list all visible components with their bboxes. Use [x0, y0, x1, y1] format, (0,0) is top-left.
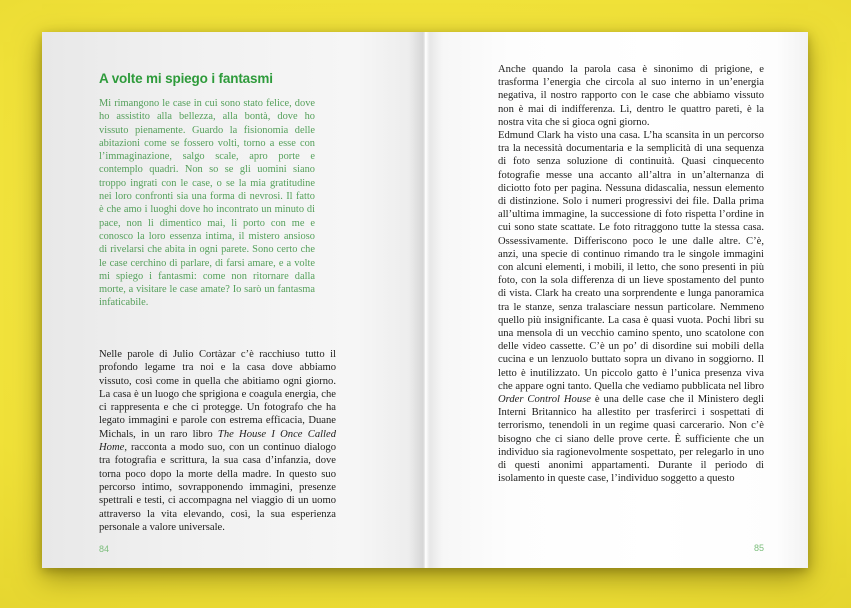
left-body-paragraph [99, 348, 336, 534]
italic-book-title-clark: Order Control House [498, 394, 591, 406]
left-body-run-before: Nelle parole di Julio Cortàzar c’è racchiuso tutto il profondo legame tra noi e la casa dove abbiamo vissuto, così come in quella che abitiamo ogni giorno. La casa è un luogo che sprigiona e coagula energia, che ci rappresenta e che ci protegge. Un fotografo che ha legato immagini e parole con estrema efficacia, Duane Michals, in un raro libro [99, 349, 336, 440]
left-page [42, 32, 425, 568]
page-number-right: 85 [753, 543, 764, 553]
right-paragraph-1: Anche quando la parola casa è sinonimo di prigione, e trasforma l’energia che circola al suo interno in un’energia negativa, il nostro rapporto con le case che abbiamo vissuto non è mai di indifferenza. Lì, dentro le quattro pareti, è la nostra vita che si gioca ogni giorno. [498, 64, 764, 128]
page-number-left: 84 [99, 544, 110, 554]
right-text-column [498, 63, 764, 486]
italic-book-title-michals: The House I Once Called Home [99, 428, 336, 454]
right-page [425, 32, 808, 568]
chapter-heading: A volte mi spiego i fantasmi [99, 71, 273, 87]
right-paragraph-2 [498, 129, 764, 485]
right-body-run-before: Edmund Clark ha visto una casa. L’ha scansita in un percorso tra la necessità documentaria e la semplicità di una sequenza di foto senza soluzione di continuità. Quasi cinquecento fotografie messe una accanto all’altra in un’alternanza di diciotto foto per pagina. Nessuna didascalia, nessun elemento di distinzione. Solo i numeri progressivi dei file. Dalla prima all’ultima immagine, la successione di foto rispetta l’ordine in cui sono state scattate. Le foto ritraggono tutte la stessa casa. Ossessivamente. Differiscono poco le une dalle altre. C’è, anzi, una specie di continuo rimando tra le singole immagini con alcuni elementi, i mobili, il letto, che sono presenti in più foto, con la sola differenza di un lieve spostamento del punto di vista. Clark ha creato una sorprendente e lunga panoramica tra le stanze, senza tralasciare nessun particolare. Nemmeno quello più insignificante. La casa è quasi vuota. Pochi libri su una mensola di un vecchio camino spento, uno scatolone con delle video cassette. C’è un po’ di disordine sui mobili della cucina e un lenzuolo buttato sopra un divano in soggiorno. Il letto è inutilizzato. Un piccolo gatto è l’unica presenza viva che appare ogni tanto. Quella che vediamo pubblicata nel libro [498, 130, 764, 392]
right-body-run-after: è una delle case che il Ministero degli Interni Britannico ha allestito per trasferirci i sospettati di terrorismo, tenendoli in un regime quasi carcerario. Non c’è bisogno che ci siano delle prove certe. È sufficiente che un individuo sia ragionevolmente sospettato, per relegarlo in uno di questi anonimi appartamenti. Durante il periodo di isolamento in queste case, l’individuo soggetto a questo [498, 394, 764, 485]
left-body-run-after: , racconta a modo suo, con un continuo dialogo tra fotografia e scrittura, la sua casa d’infanzia, dove torna poco dopo la morte della madre. In questo suo percorso intimo, sovrapponendo immagini, presenze spettrali e testi, ci accompagna nel viaggio di un uomo attraverso la vita elevando, così, la sua esperienza personale a valore universale. [99, 442, 336, 533]
open-book [42, 32, 808, 568]
intro-quote-paragraph: Mi rimangono le case in cui sono stato felice, dove ho assistito alla bellezza, alla bontà, dove ho vissuto pienamente. Guardo la fisionomia delle abitazioni come se fossero volti, torno a esse con l’immaginazione, salgo scale, apro porte e contemplo quadri. Non so se gli uomini siano troppo ingrati con le case, o se la mia gratitudine nei loro confronti sia una forma di nevrosi. Il fatto è che amo i luoghi dove ho incontrato un minuto di pace, non li dimentico mai, li porto con me e conosco la loro essenza intima, il mistero ansioso di rivelarsi che abita in ogni parete. Sono certo che le case cerchino di parlare, di farsi amare, e a volte mi spiego i fantasmi: come non ritornare dalla morte, a visitare le case amate? Io sarò un fantasma infaticabile. [99, 98, 315, 309]
